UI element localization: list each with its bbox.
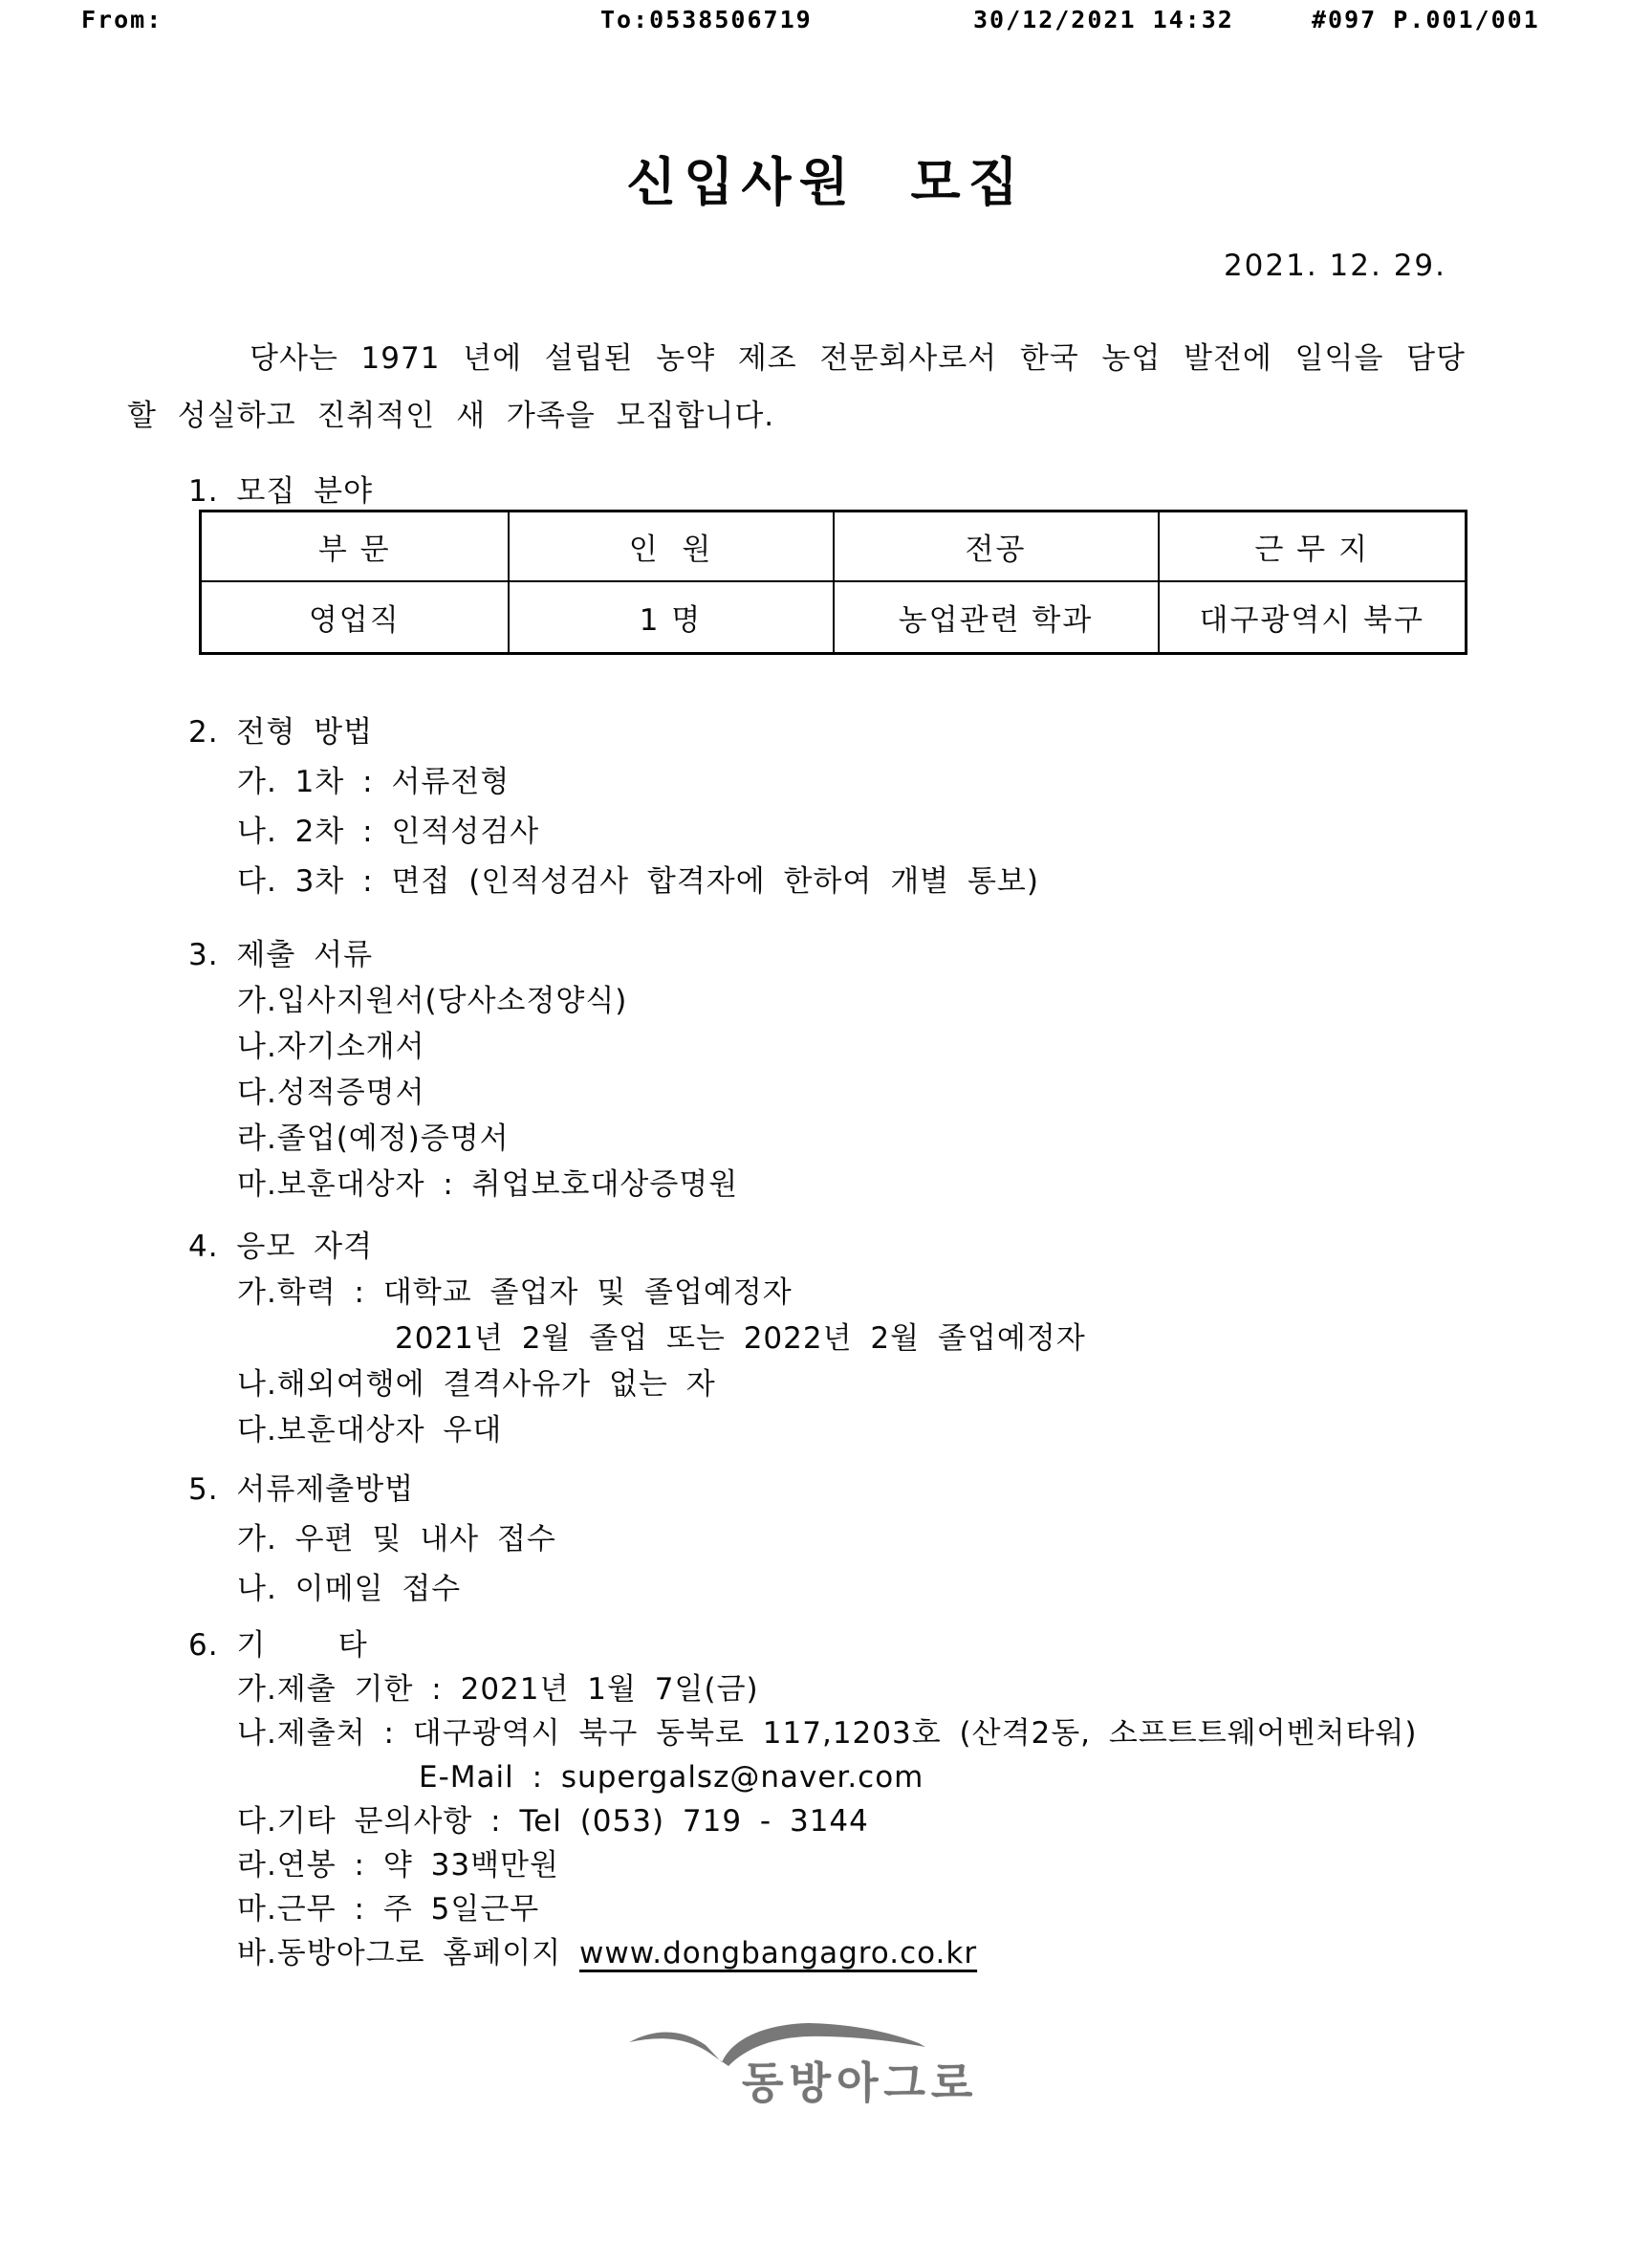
list-item: 가. 우편 및 내사 접수	[237, 1522, 556, 1556]
section-heading: 3. 제출 서류	[188, 938, 374, 972]
table-header-department: 부 문	[201, 512, 509, 582]
section-heading: 1. 모집 분야	[188, 474, 374, 509]
document-date: 2021. 12. 29.	[1223, 249, 1446, 283]
section-recruit-fields	[188, 467, 373, 510]
list-item-email: E-Mail : supergalsz@naver.com	[419, 1760, 924, 1795]
homepage-label: 바.동방아그로 홈페이지	[237, 1936, 580, 1970]
cell-department: 영업직	[201, 581, 509, 654]
section-heading: 5. 서류제출방법	[188, 1472, 415, 1507]
fax-datetime: 30/12/2021 14:32	[973, 6, 1234, 33]
logo-company-name: 동방아그로	[742, 2057, 979, 2108]
document-title: 신입사원 모집	[626, 152, 1026, 212]
section-etc	[188, 1623, 1417, 1975]
list-item: 나. 이메일 접수	[237, 1572, 462, 1606]
fax-from-label: From:	[81, 6, 163, 33]
homepage-url-link[interactable]: www.dongbangagro.co.kr	[579, 1936, 978, 1970]
list-item: 나. 2차 : 인적성검사	[237, 815, 540, 849]
fax-page-counter: #097 P.001/001	[1312, 6, 1540, 33]
company-logo	[621, 2015, 1023, 2111]
list-item: 라.연봉 : 약 33백만원	[237, 1848, 559, 1883]
list-item: 다. 3차 : 면접 (인적성검사 합격자에 한하여 개별 통보)	[237, 864, 1039, 899]
section-heading: 2. 전형 방법	[188, 715, 374, 750]
list-item: 라.졸업(예정)증명서	[237, 1121, 510, 1156]
table-row	[201, 581, 1467, 654]
list-item: 다.보훈대상자 우대	[237, 1413, 503, 1448]
section-qualifications	[188, 1224, 1086, 1453]
list-item: 다.기타 문의사항 : Tel (053) 719 - 3144	[237, 1804, 869, 1839]
table-header-major: 전공	[834, 512, 1159, 582]
list-item: 마.보훈대상자 : 취업보호대상증명원	[237, 1167, 739, 1202]
list-item: 다.성적증명서	[237, 1076, 425, 1110]
cell-major: 농업관련 학과	[834, 581, 1159, 654]
section-submission-method	[188, 1465, 556, 1614]
list-item: 나.해외여행에 결격사유가 없는 자	[237, 1367, 716, 1402]
section-heading: 6. 기 타	[188, 1628, 368, 1663]
list-item-continuation: 2021년 2월 졸업 또는 2022년 2월 졸업예정자	[395, 1321, 1086, 1356]
list-item: 가.입사지원서(당사소정양식)	[237, 984, 628, 1018]
table-header-location: 근 무 지	[1159, 512, 1467, 582]
list-item: 가.제출 기한 : 2021년 1월 7일(금)	[237, 1672, 759, 1707]
list-item: 가. 1차 : 서류전형	[237, 765, 511, 799]
table-header-row	[201, 512, 1467, 582]
fax-transmission-header	[0, 6, 1652, 38]
section-selection-process	[188, 708, 1039, 906]
list-item: 마.근무 : 주 5일근무	[237, 1892, 540, 1927]
list-item: 나.자기소개서	[237, 1030, 425, 1064]
list-item: 나.제출처 : 대구광역시 북구 동북로 117,1203호 (산격2동, 소프트트웨어벤처타워)	[237, 1716, 1418, 1751]
intro-paragraph: 당사는 1971 년에 설립된 농약 제조 전문회사로서 한국 농업 발전에 일익을 담당할 성실하고 진취적인 새 가족을 모집합니다.	[127, 341, 1466, 433]
recruit-table	[199, 510, 1467, 655]
list-item-homepage	[188, 1931, 1417, 1975]
fax-to-number: To:0538506719	[600, 6, 813, 33]
table-header-headcount: 인 원	[509, 512, 834, 582]
cell-headcount: 1 명	[509, 581, 834, 654]
section-required-documents	[188, 932, 738, 1208]
list-item: 가.학력 : 대학교 졸업자 및 졸업예정자	[237, 1275, 793, 1310]
section-heading: 4. 응모 자격	[188, 1230, 374, 1264]
cell-location: 대구광역시 북구	[1159, 581, 1467, 654]
